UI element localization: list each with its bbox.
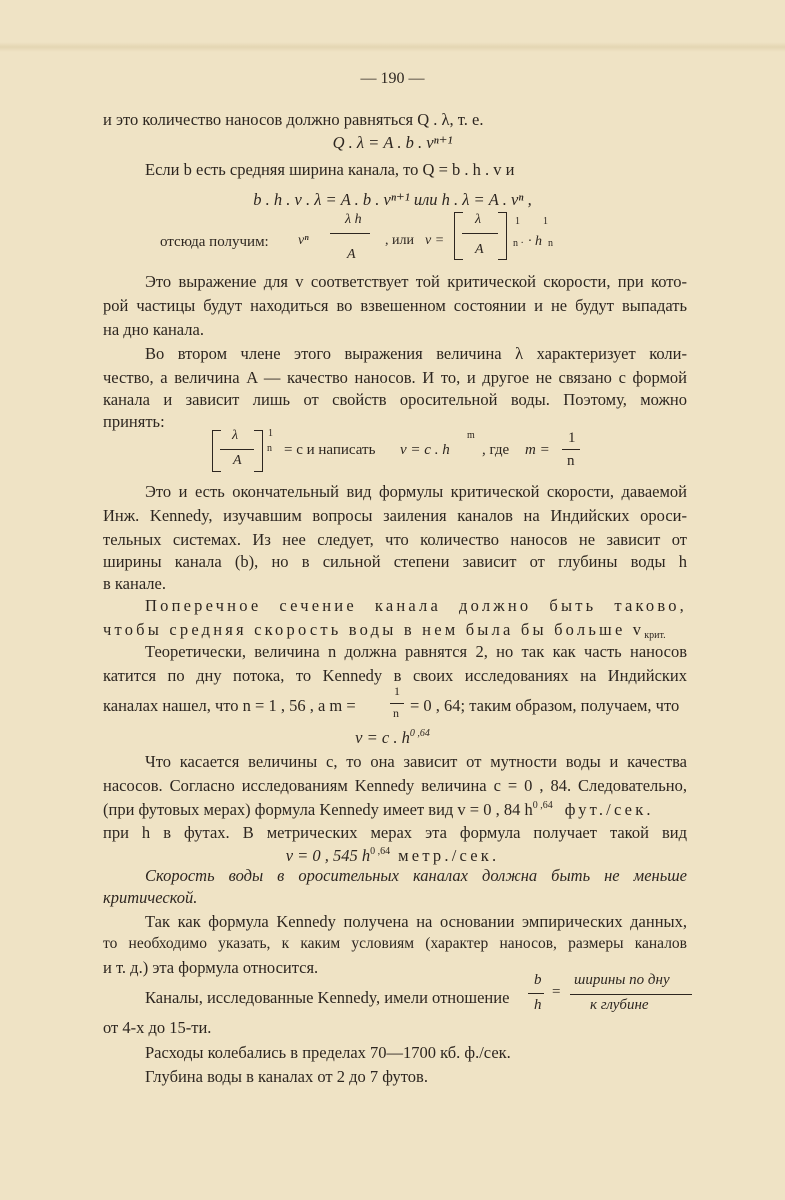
formula-text: v = c . h — [355, 728, 410, 747]
fraction-denominator: к глубине — [590, 997, 649, 1013]
text-line: и это количество наносов должно равняться Q . λ, т. е. — [103, 110, 484, 129]
text-line: Так как формула Kennedy получена на основании эмпирических данных, — [145, 912, 687, 931]
fraction-bar — [390, 703, 404, 704]
text-line: отсюда получим: — [160, 234, 269, 250]
formula-line — [0, 846, 785, 866]
formula-symbol: v = — [425, 233, 445, 248]
text-line: Что касается величины c, то она зависит от мутности воды и качества — [145, 752, 687, 771]
fraction-numerator: ширины по дну — [574, 972, 670, 988]
text-line: Инж. Kennedy, изучавшим вопросы заиления каналов на Индийских ороси- — [103, 506, 687, 525]
bracket-right — [254, 430, 263, 472]
formula-text: v = 0 , 545 h — [285, 846, 371, 865]
formula-symbol: v = c . h — [400, 442, 450, 458]
text-line: Глубина воды в каналах от 2 до 7 футов. — [145, 1067, 428, 1086]
text-line: катится по дну потока, то Kennedy в своих исследованиях на Индийских — [103, 666, 687, 685]
formula-symbol: m = — [525, 442, 550, 458]
text-line — [103, 800, 654, 820]
formula-symbol: n — [567, 453, 575, 469]
formula-symbol: A — [475, 242, 484, 257]
exponent: m — [467, 430, 475, 441]
exponent: 0 ,64 — [409, 728, 430, 739]
fraction-bar — [462, 233, 498, 234]
text-line: тельных системах. Из нее следует, что количество наносов не зависит от — [103, 530, 687, 549]
text-line: насосов. Согласно исследованиям Kennedy величина c = 0 , 84. Следовательно, — [103, 776, 687, 795]
formula-symbol: · h — [528, 234, 542, 249]
text-line: чество, а величина A — качество наносов. И то, и другое не связано с формой — [103, 368, 687, 387]
formula-symbol: n — [393, 706, 399, 720]
text-line: на дно канала. — [103, 320, 204, 339]
text-line — [103, 620, 666, 640]
fraction-bar — [570, 994, 692, 995]
exponent: n · — [513, 238, 524, 249]
formula-symbol: vⁿ — [298, 233, 309, 248]
text-line: рой частицы будут находиться во взвешенном состоянии и не будут выпадать — [103, 296, 687, 315]
text-line: канала и зависит лишь от свойств оросительной воды. Поэтому, можно — [103, 390, 687, 409]
text-line: Теоретически, величина n должна равнятся 2, но так как часть наносов — [145, 642, 687, 661]
formula-line — [0, 728, 785, 748]
exponent: 1 — [268, 428, 273, 439]
formula-symbol: h — [534, 997, 542, 1013]
fraction-bar — [330, 233, 370, 234]
bracket-left — [454, 212, 463, 260]
exponent: 1 — [543, 216, 548, 227]
text-line: от 4-х до 15-ти. — [103, 1018, 212, 1037]
formula-symbol: A — [347, 247, 356, 262]
formula-text: , где — [482, 442, 510, 458]
text-line: ширины канала (b), но в сильной степени зависит от глубины воды h — [103, 552, 687, 571]
page-number: — 190 — — [360, 70, 425, 87]
formula-line: b . h . v . λ = A . b . vⁿ⁺¹ или h . λ = A . vⁿ , — [253, 190, 532, 209]
text-line: Это и есть окончательный вид формулы критической скорости, даваемой — [145, 482, 687, 501]
text-line: Расходы колебались в пределах 70—1700 кб. ф./сек. — [145, 1043, 511, 1062]
formula-symbol: λ — [232, 428, 239, 443]
formula-symbol: = — [552, 984, 561, 1000]
formula-symbol: 1 — [394, 684, 400, 698]
formula-text: = c и написать — [284, 442, 376, 458]
text-span: метр./сек. — [398, 846, 500, 865]
fraction-bar — [220, 449, 254, 450]
formula-symbol: λ h — [345, 212, 362, 227]
subscript: крит. — [644, 630, 666, 641]
exponent: n — [267, 443, 272, 454]
text-span: чтобы средняя скорость воды в нем была бы больше v — [103, 620, 645, 639]
text-line: Каналы, исследованные Kennedy, имели отношение — [145, 988, 510, 1007]
page-fold — [0, 42, 785, 52]
text-line: то необходимо указать, к каким условиям (характер наносов, размеры каналов — [103, 935, 687, 952]
text-line: принять: — [103, 412, 165, 431]
text-line: Поперечное сечение канала должно быть таково, — [145, 596, 687, 615]
text-span: (при футовых мерах) формула Kennedy имеет вид v = 0 , 84 h — [103, 800, 533, 819]
exponent: 0 ,64 — [532, 800, 553, 811]
exponent: n — [548, 238, 553, 249]
fraction-bar — [528, 993, 544, 994]
text-line: Если b есть средняя ширина канала, то Q = b . h . v и — [145, 160, 515, 179]
text-span: фут./сек. — [564, 800, 654, 819]
fraction-bar — [562, 449, 580, 450]
text-line: каналах нашел, что n = 1 , 56 , а m = — [103, 696, 356, 715]
text-line: Во втором члене этого выражения величина λ характеризует коли- — [145, 344, 687, 363]
text-line: при h в футах. В метрических мерах эта формула получает такой вид — [103, 823, 687, 842]
bracket-right — [498, 212, 507, 260]
formula-symbol: 1 — [568, 430, 576, 446]
exponent: 1 — [515, 216, 520, 227]
text-line: Это выражение для v соответствует той критической скорости, при кото- — [145, 272, 687, 291]
text-line: и т. д.) эта формула относится. — [103, 958, 319, 977]
exponent: 0 ,64 — [370, 846, 391, 857]
formula-line: Q . λ = A . b . vⁿ⁺¹ — [332, 133, 453, 152]
formula-symbol: b — [534, 972, 542, 988]
formula-symbol: A — [233, 453, 242, 468]
formula-text: , или — [385, 233, 414, 248]
formula-symbol: λ — [475, 212, 482, 227]
text-line: Скорость воды в оросительных каналах должна быть не меньше — [145, 866, 687, 885]
text-line: критической. — [103, 888, 198, 907]
text-line: = 0 , 64; таким образом, получаем, что — [410, 696, 680, 715]
text-line: в канале. — [103, 574, 166, 593]
bracket-left — [212, 430, 221, 472]
